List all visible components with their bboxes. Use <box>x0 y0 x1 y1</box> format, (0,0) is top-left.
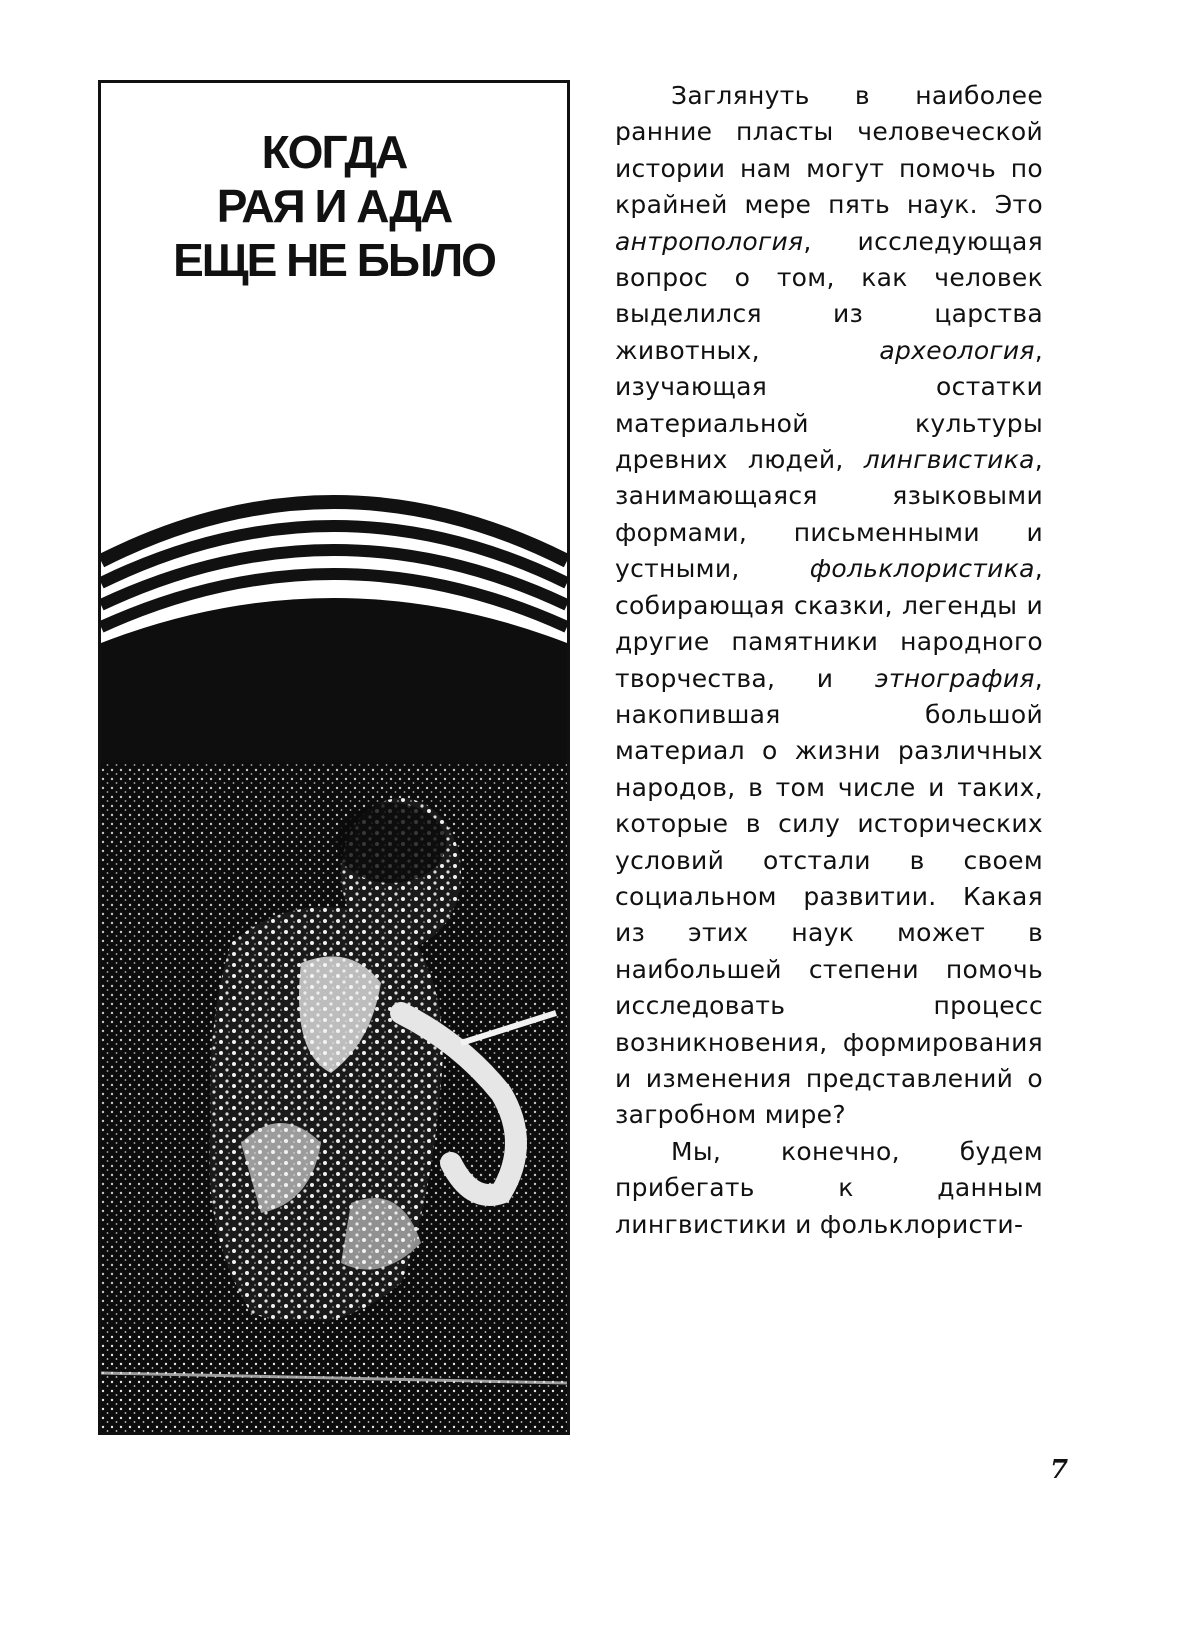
text-run: , занимающаяся языковыми формами, письменными и устными, <box>615 445 1043 584</box>
term-linguistics: лингвистика <box>863 445 1035 475</box>
title-line-3: ЕЩЕ НЕ БЫЛО <box>173 234 495 286</box>
term-archaeology: археология <box>879 335 1035 365</box>
term-anthropology: антропология <box>615 226 804 256</box>
text-run: , накопившая большой материал о жизни различных народов, в том числе и таких, которые в силу исторических условий отстали в своем социальном развитии. Какая из этих наук может в наибольшей степени помочь исследовать процесс возникновения, формирования и изменения представлений о загробном мире? <box>615 663 1043 1130</box>
term-folkloristics: фольклористика <box>809 554 1035 584</box>
paragraph-1 <box>615 78 1043 1134</box>
text-run: , собирающая сказки, легенды и другие памятники народного творчества, и <box>615 554 1043 693</box>
text-run: Заглянуть в наиболее ранние пласты человеческой истории нам могут помочь по крайней мере пять наук. Это <box>615 81 1043 220</box>
illustration-panel <box>98 80 570 1435</box>
body-text <box>615 78 1043 1243</box>
term-ethnography: этнография <box>874 663 1035 693</box>
page-number: 7 <box>1050 1455 1069 1485</box>
title-line-1: КОГДА <box>261 126 407 178</box>
title-line-2: РАЯ И АДА <box>216 180 452 232</box>
chapter-title <box>101 125 567 287</box>
paragraph-2: Мы, конечно, будем прибегать к данным лингвистики и фольклористи- <box>615 1136 1043 1239</box>
text-run: , исследующая вопрос о том, как человек выделился из царства животных, <box>615 226 1043 365</box>
text-run: , изучающая остатки материальной культуры древних людей, <box>615 335 1043 475</box>
